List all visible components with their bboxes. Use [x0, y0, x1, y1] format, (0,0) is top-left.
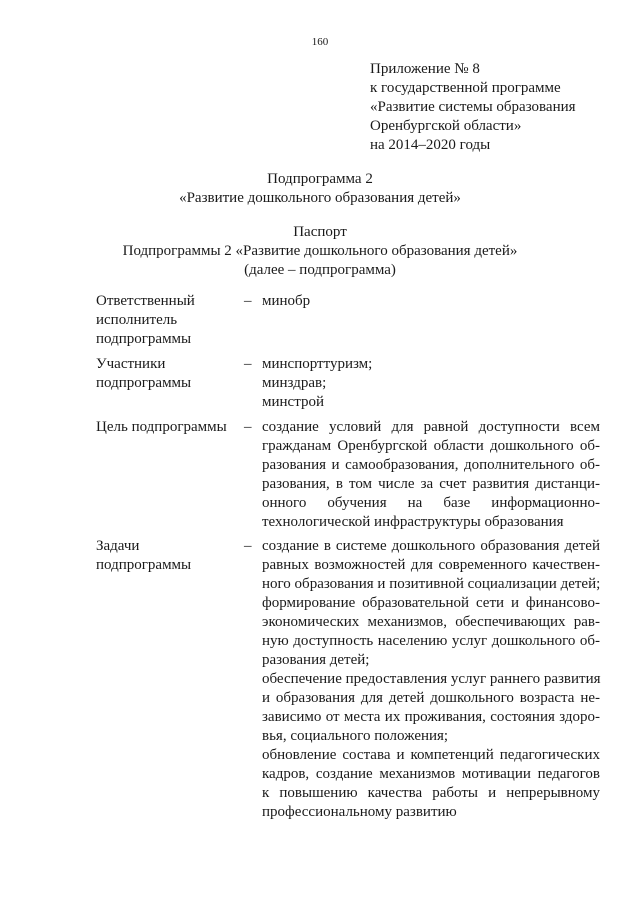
content-line: минздрав; [262, 375, 327, 391]
page-number: 160 [311, 36, 329, 48]
label-line: Ответственный [96, 293, 195, 309]
content-line: вья, социального положения; [262, 728, 449, 744]
content-line: и образования для детей дошкольного возраста не- [262, 690, 600, 706]
content-line: профессиональному развитию [262, 804, 457, 820]
content-line: разования и самообразования, дополнительного об- [262, 457, 600, 473]
row-content [262, 355, 600, 412]
content-line: разования детей; [262, 652, 370, 668]
content-line: формирование образовательной сети и финансово- [262, 595, 600, 611]
label-line: Участники [96, 356, 166, 372]
row-dash: – [244, 356, 252, 372]
appendix-line: Приложение № 8 [370, 61, 480, 77]
appendix-line: Оренбургской области» [370, 118, 522, 134]
content-line: к повышению качества работы и непрерывному [262, 785, 600, 801]
appendix-line: на 2014–2020 годы [370, 137, 491, 153]
content-line: минобр [262, 293, 311, 309]
row-content [262, 537, 600, 822]
content-line: гражданам Оренбургской области дошкольного об- [262, 438, 600, 454]
label-line: Цель подпрограммы [96, 419, 227, 435]
row-label [96, 537, 236, 575]
passport-subtitle: Подпрограммы 2 «Развитие дошкольного образования детей» [122, 243, 518, 259]
label-line: Задачи [96, 538, 140, 554]
subprogram-title: Подпрограмма 2 [267, 171, 373, 187]
content-line: обновление состава и компетенций педагогических [262, 747, 600, 763]
content-line: равных возможностей для современного качествен- [262, 557, 600, 573]
passport-title: Паспорт [293, 224, 347, 240]
row-label [96, 292, 236, 349]
passport-note: (далее – подпрограмма) [244, 262, 396, 278]
row-label [96, 355, 236, 393]
label-line: подпрограммы [96, 557, 192, 573]
content-line: зависимо от места их проживания, состояния здоро- [262, 709, 600, 725]
label-line: исполнитель [96, 312, 178, 328]
row-dash: – [244, 293, 252, 309]
appendix-line: к государственной программе [370, 80, 561, 96]
label-line: подпрограммы [96, 375, 192, 391]
content-line: ного образования и позитивной социализации детей; [262, 576, 601, 592]
subprogram-heading [0, 170, 640, 208]
row-label [96, 418, 236, 437]
content-line: разования, в том числе за счет развития дистанци- [262, 476, 600, 492]
passport-heading [0, 223, 640, 280]
content-line: технологической инфраструктуры образования [262, 514, 564, 530]
label-line: подпрограммы [96, 331, 192, 347]
content-line: создание условий для равной доступности всем [262, 419, 600, 435]
subprogram-name: «Развитие дошкольного образования детей» [179, 190, 461, 206]
content-line: экономических механизмов, обеспечивающих рав- [262, 614, 600, 630]
appendix-header [370, 60, 576, 155]
content-line: создание в системе дошкольного образования детей [262, 538, 600, 554]
content-line: минстрой [262, 394, 324, 410]
content-line: минспорттуризм; [262, 356, 373, 372]
row-content [262, 292, 600, 311]
appendix-line: «Развитие системы образования [370, 99, 576, 115]
content-line: ную доступность населению услуг дошкольного об- [262, 633, 600, 649]
content-line: обеспечение предоставления услуг раннего развития [262, 671, 601, 687]
content-line: кадров, создание механизмов мотивации педагогов [262, 766, 600, 782]
row-dash: – [244, 538, 252, 554]
row-dash: – [244, 419, 252, 435]
row-content [262, 418, 600, 532]
content-line: онного обучения на базе информационно- [262, 495, 600, 511]
